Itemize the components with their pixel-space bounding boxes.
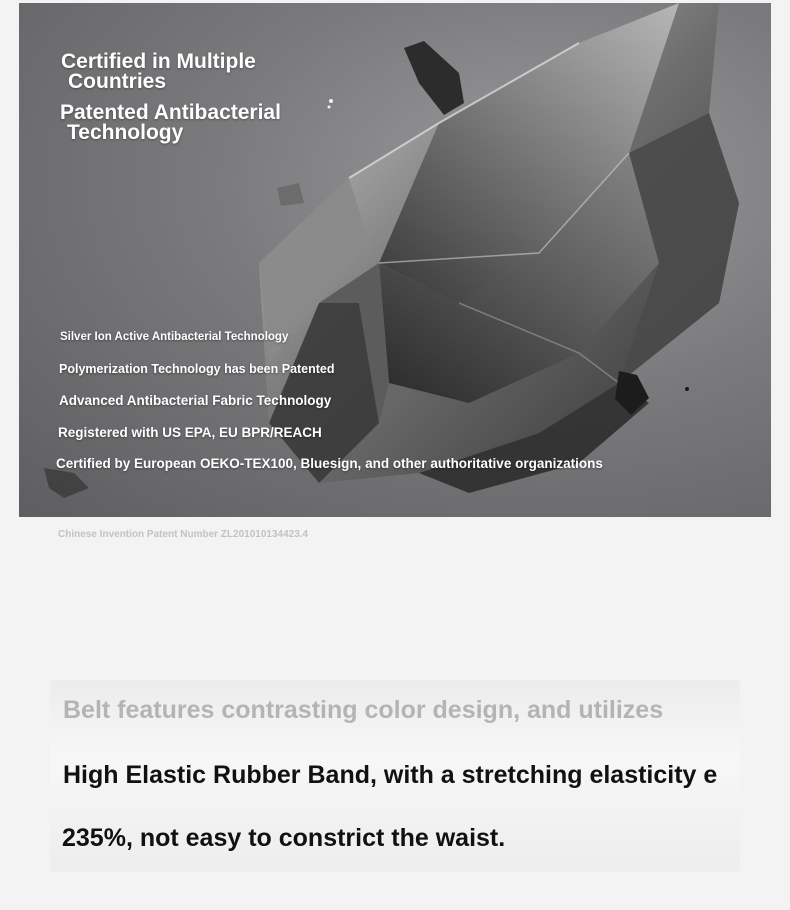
belt-waist-text: 235%, not easy to constrict the waist. xyxy=(62,824,506,852)
hero-banner xyxy=(19,3,771,517)
belt-lead-text: Belt features contrasting color design, and utilizes xyxy=(63,696,664,724)
hero-title-certified-line2: Countries xyxy=(68,70,167,93)
feature-advanced-fabric: Advanced Antibacterial Fabric Technology xyxy=(59,393,332,408)
feature-silver-ion: Silver Ion Active Antibacterial Technology xyxy=(60,331,289,343)
hero-title-certified-line1: Certified in Multiple xyxy=(61,50,256,73)
hero-title-patented-line1: Patented Antibacterial xyxy=(60,101,281,124)
hero-title-patented xyxy=(60,103,281,143)
feature-polymerization: Polymerization Technology has been Patented xyxy=(59,362,335,376)
patent-number-note: Chinese Invention Patent Number ZL201010134423.4 xyxy=(58,529,309,540)
feature-registered: Registered with US EPA, EU BPR/REACH xyxy=(58,425,322,440)
belt-elastic-text: High Elastic Rubber Band, with a stretching elasticity e xyxy=(63,761,718,789)
hero-title-certified xyxy=(61,52,256,92)
hero-title-patented-line2: Technology xyxy=(67,121,184,144)
feature-certified-oeko-tex: Certified by European OEKO-TEX100, Bluesign, and other authoritative organizations xyxy=(56,456,603,471)
